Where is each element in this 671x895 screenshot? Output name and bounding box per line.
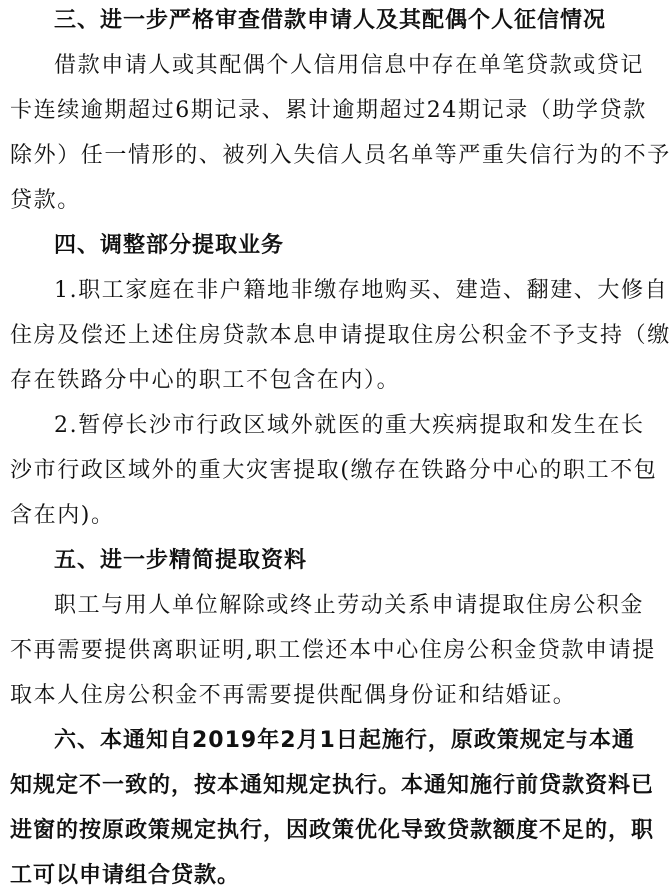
section-5-heading: 五、进一步精简提取资料 bbox=[54, 548, 308, 573]
paragraph-line: 取本人住房公积金不再需要提供配偶身份证和结婚证。 bbox=[10, 683, 577, 708]
paragraph-line: 含在内)。 bbox=[10, 503, 115, 528]
paragraph-line: 工可以申请组合贷款。 bbox=[10, 863, 241, 888]
paragraph-line: 卡连续逾期超过6期记录、累计逾期超过24期记录（助学贷款 bbox=[10, 98, 647, 123]
paragraph-line: 住房及偿还上述住房贷款本息申请提取住房公积金不予支持（缴 bbox=[10, 323, 671, 348]
section-4-heading: 四、调整部分提取业务 bbox=[54, 233, 285, 258]
paragraph-line: 2.暂停长沙市行政区域外就医的重大疾病提取和发生在长 bbox=[54, 413, 645, 438]
paragraph-line: 进窗的按原政策规定执行，因政策优化导致贷款额度不足的，职 bbox=[10, 818, 655, 843]
paragraph-line: 1.职工家庭在非户籍地非缴存地购买、建造、翻建、大修自 bbox=[54, 278, 669, 303]
section-6-paragraph: 六、本通知自2019年2月1日起施行，原政策规定与本通 bbox=[54, 728, 635, 753]
paragraph-line: 贷款。 bbox=[10, 188, 81, 213]
paragraph-line: 存在铁路分中心的职工不包含在内）。 bbox=[10, 368, 401, 393]
paragraph-line: 职工与用人单位解除或终止劳动关系申请提取住房公积金 bbox=[54, 593, 645, 618]
paragraph-line: 不再需要提供离职证明,职工偿还本中心住房公积金贷款申请提 bbox=[10, 638, 656, 663]
section-3-heading: 三、进一步严格审查借款申请人及其配偶个人征信情况 bbox=[54, 8, 607, 33]
paragraph-line: 沙市行政区域外的重大灾害提取(缴存在铁路分中心的职工不包 bbox=[10, 458, 658, 483]
paragraph-line: 除外）任一情形的、被列入失信人员名单等严重失信行为的不予 bbox=[10, 143, 671, 168]
paragraph-line: 知规定不一致的，按本通知规定执行。本通知施行前贷款资料已 bbox=[10, 773, 655, 798]
paragraph-line: 借款申请人或其配偶个人信用信息中存在单笔贷款或贷记 bbox=[54, 53, 645, 78]
